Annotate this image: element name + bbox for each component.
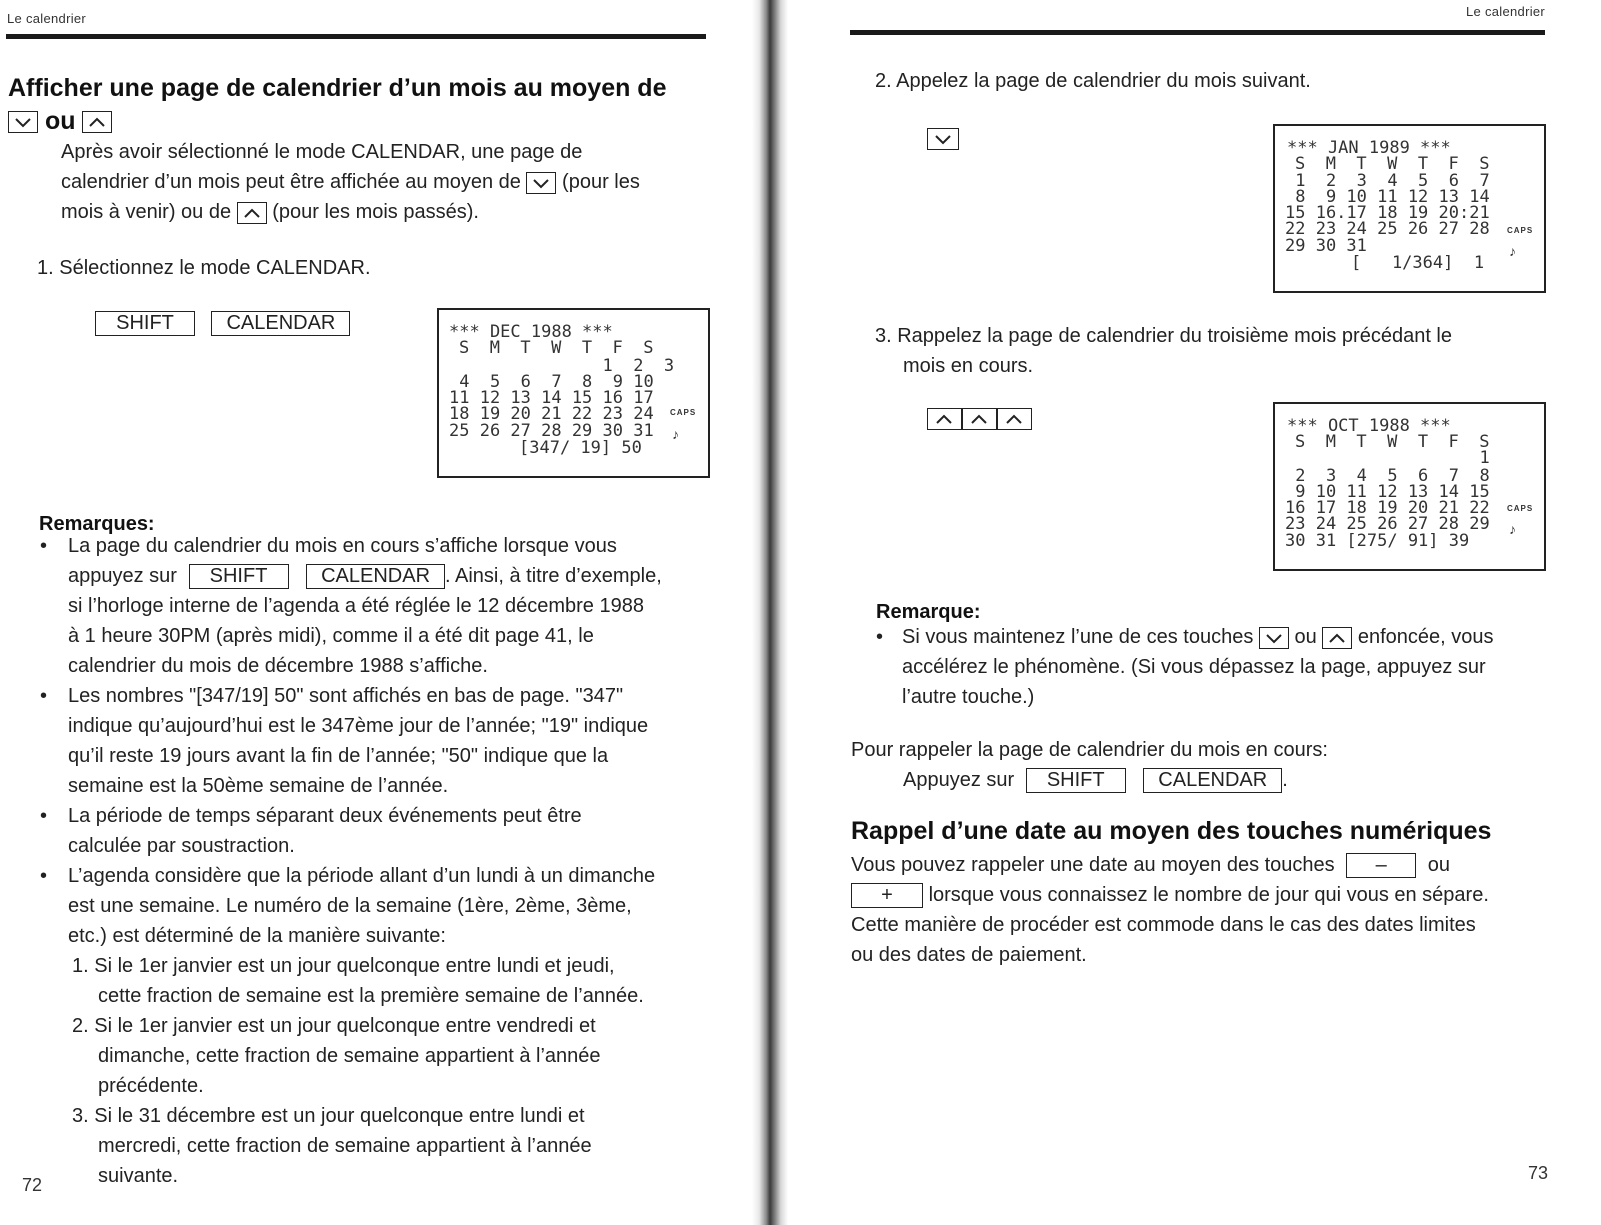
- lcd-days: S M T W T F S: [459, 338, 654, 358]
- lcd-row: 2 3 4 5 6 7 8: [1285, 466, 1490, 486]
- list-item: [40, 531, 740, 681]
- remarque-line: l’autre touche.): [902, 686, 1035, 708]
- running-header-left: Le calendrier: [7, 11, 87, 26]
- calendar-key: CALENDAR: [211, 311, 350, 336]
- lcd-row: 4 5 6 7 8 9 10: [449, 372, 654, 392]
- lcd-row: 15 16.17 18 19 20:21: [1285, 203, 1490, 223]
- calendar-key: CALENDAR: [1143, 768, 1282, 793]
- caps-indicator: CAPS: [670, 408, 697, 417]
- down-key-icon: [8, 111, 38, 133]
- b1-line: . Ainsi, à titre d’exemple,: [445, 565, 662, 587]
- recall-current-month: [851, 735, 1551, 795]
- lcd-row: 25 26 27 28 29 30 31: [449, 421, 654, 441]
- remarque-item: [876, 622, 1566, 712]
- lcd-days: S M T W T F S: [1295, 432, 1490, 452]
- list-item: [40, 861, 740, 951]
- remarques-list: [40, 531, 740, 1191]
- down-key-standalone: [927, 128, 959, 150]
- music-note-icon: ♪: [672, 426, 679, 442]
- b2-line: semaine est la 50ème semaine de l’année.: [68, 775, 449, 797]
- list-item: [40, 801, 740, 861]
- step3-line-1: 3. Rappelez la page de calendrier du troisième mois précédant le: [875, 325, 1453, 347]
- lcd-row: 1 2 3: [449, 356, 675, 376]
- b1-line: si l’horloge interne de l’agenda a été réglée le 12 décembre 1988: [68, 595, 644, 617]
- lcd-footer: [347/ 19] 50: [519, 438, 642, 458]
- up-key-icon: [962, 408, 997, 430]
- shift-key: SHIFT: [1026, 768, 1126, 793]
- lcd-row: 9 10 11 12 13 14 15: [1285, 482, 1490, 502]
- numeric-line: ou des dates de paiement.: [851, 944, 1087, 966]
- b2-line: qu’il reste 19 jours avant la fin de l’année; "50" indique que la: [68, 745, 609, 767]
- up-key-icon: [237, 202, 267, 224]
- down-key-icon: [927, 128, 959, 150]
- sub-list-item: [40, 1101, 740, 1191]
- remarques-title: Remarques:: [39, 513, 155, 535]
- b1-line: à 1 heure 30PM (après midi), comme il a été dit page 41, le: [68, 625, 594, 647]
- recall-period: .: [1282, 769, 1288, 791]
- up-key-icon: [997, 408, 1032, 430]
- lcd-display-jan-1989: [1273, 124, 1546, 293]
- bullet-icon: •: [40, 535, 48, 557]
- b2-line: Les nombres "[347/19] 50" sont affichés en bas de page. "347": [68, 685, 624, 707]
- header-rule-right: [850, 30, 1545, 35]
- minus-key: –: [1346, 853, 1416, 878]
- lcd-header: *** OCT 1988 ***: [1287, 416, 1451, 436]
- step3-line-2: mois en cours.: [903, 355, 1034, 377]
- sub3-line: 3. Si le 31 décembre est un jour quelconque entre lundi et: [72, 1105, 585, 1127]
- lcd-header: *** JAN 1989 ***: [1287, 138, 1451, 158]
- sub-list-item: [40, 1011, 740, 1101]
- remarque-line: accélérez le phénomène. (Si vous dépassez la page, appuyez sur: [902, 656, 1486, 678]
- music-note-icon: ♪: [1509, 243, 1516, 259]
- numeric-line: Vous pouvez rappeler une date au moyen des touches: [851, 854, 1335, 876]
- lcd-footer: [ 1/364] 1: [1351, 253, 1485, 273]
- lcd-display-oct-1988: [1273, 402, 1546, 571]
- bullet-icon: •: [40, 805, 48, 827]
- b2-line: indique qu’aujourd’hui est le 347ème jour de l’année; "19" indique: [68, 715, 649, 737]
- header-rule-left: [6, 34, 706, 39]
- numeric-paragraph: [851, 850, 1561, 970]
- b4-line: L’agenda considère que la période allant d’un lundi à un dimanche: [68, 865, 656, 887]
- intro-line-3a: mois à venir) ou de: [61, 201, 232, 223]
- lcd-row: 29 30 31: [1285, 236, 1367, 256]
- intro-line-2a: calendrier d’un mois peut être affichée au moyen de: [61, 171, 521, 193]
- up-key-icon: [1322, 627, 1352, 649]
- b1-line: calendrier du mois de décembre 1988 s’affiche.: [68, 655, 488, 677]
- page-number-right: 73: [1528, 1163, 1549, 1183]
- sub1-line: 1. Si le 1er janvier est un jour quelconque entre lundi et jeudi,: [72, 955, 615, 977]
- section-heading-numeric: Rappel d’une date au moyen des touches numériques: [851, 817, 1492, 845]
- sub2-line: précédente.: [98, 1075, 204, 1097]
- list-item: [40, 681, 740, 801]
- remarque-title: Remarque:: [876, 601, 981, 623]
- b1-line: appuyez sur: [68, 565, 177, 587]
- down-key-icon: [1259, 627, 1289, 649]
- lcd-row: 22 23 24 25 26 27 28: [1285, 219, 1490, 239]
- music-note-icon: ♪: [1509, 521, 1516, 537]
- up-key-sequence: [927, 408, 1032, 430]
- running-header-right: Le calendrier: [1466, 4, 1546, 19]
- sub2-line: 2. Si le 1er janvier est un jour quelconque entre vendredi et: [72, 1015, 596, 1037]
- down-key-icon: [526, 172, 556, 194]
- recall-line-2: Appuyez sur: [903, 769, 1015, 791]
- intro-paragraph: [61, 137, 741, 227]
- lcd-display-dec-1988: [437, 308, 710, 478]
- numeric-or: ou: [1427, 854, 1451, 876]
- step-3: [875, 321, 1565, 381]
- key-sequence-shift-calendar: [95, 311, 350, 336]
- sub3-line: mercredi, cette fraction de semaine appartient à l’année: [98, 1135, 592, 1157]
- lcd-row: 8 9 10 11 12 13 14: [1285, 187, 1490, 207]
- bullet-icon: •: [876, 626, 884, 648]
- book-spine: [752, 0, 788, 1225]
- lcd-row: 1: [1285, 448, 1490, 468]
- intro-line-3b: (pour les mois passés).: [272, 201, 479, 223]
- lcd-row: 30 31 [275/ 91] 39: [1285, 531, 1470, 551]
- sub2-line: dimanche, cette fraction de semaine appartient à l’année: [98, 1045, 601, 1067]
- b3-line: calculée par soustraction.: [68, 835, 295, 857]
- calendar-key: CALENDAR: [306, 564, 445, 589]
- step-2: 2. Appelez la page de calendrier du mois suivant.: [875, 70, 1311, 92]
- heading-text: Afficher une page de calendrier d’un mois au moyen de: [8, 74, 667, 102]
- lcd-row: 11 12 13 14 15 16 17: [449, 388, 654, 408]
- b3-line: La période de temps séparant deux événements peut être: [68, 805, 582, 827]
- remarque-line: Si vous maintenez l’une de ces touches: [902, 626, 1254, 648]
- plus-key: +: [851, 883, 923, 908]
- lcd-row: 16 17 18 19 20 21 22: [1285, 498, 1490, 518]
- lcd-days: S M T W T F S: [1295, 154, 1490, 174]
- sub1-line: cette fraction de semaine est la première semaine de l’année.: [98, 985, 644, 1007]
- heading-or: ou: [44, 107, 76, 135]
- b4-line: etc.) est déterminé de la manière suivante:: [68, 925, 446, 947]
- caps-indicator: CAPS: [1507, 504, 1534, 513]
- b1-line: La page du calendrier du mois en cours s’affiche lorsque vous: [68, 535, 617, 557]
- bullet-icon: •: [40, 865, 48, 887]
- caps-indicator: CAPS: [1507, 226, 1534, 235]
- sub-list-item: [40, 951, 740, 1011]
- lcd-header: *** DEC 1988 ***: [449, 322, 613, 342]
- lcd-row: 18 19 20 21 22 23 24: [449, 404, 654, 424]
- step-1: 1. Sélectionnez le mode CALENDAR.: [37, 257, 371, 279]
- lcd-row: 1 2 3 4 5 6 7: [1285, 171, 1490, 191]
- lcd-row: 23 24 25 26 27 28 29: [1285, 514, 1490, 534]
- remarque-or: ou: [1294, 626, 1317, 648]
- shift-key: SHIFT: [95, 311, 195, 336]
- numeric-line: lorsque vous connaissez le nombre de jour qui vous en sépare.: [928, 884, 1489, 906]
- shift-key: SHIFT: [189, 564, 289, 589]
- intro-line-1: Après avoir sélectionné le mode CALENDAR, une page de: [61, 141, 583, 163]
- recall-line-1: Pour rappeler la page de calendrier du mois en cours:: [851, 739, 1328, 761]
- numeric-line: Cette manière de procéder est commode dans le cas des dates limites: [851, 914, 1476, 936]
- sub3-line: suivante.: [98, 1165, 179, 1187]
- up-key-icon: [82, 111, 112, 133]
- bullet-icon: •: [40, 685, 48, 707]
- section-heading-left: [8, 72, 728, 138]
- up-key-icon: [927, 408, 962, 430]
- intro-line-2b: (pour les: [562, 171, 640, 193]
- remarque-line: enfoncée, vous: [1357, 626, 1494, 648]
- b4-line: est une semaine. Le numéro de la semaine (1ère, 2ème, 3ème,: [68, 895, 632, 917]
- page-number-left: 72: [22, 1175, 43, 1195]
